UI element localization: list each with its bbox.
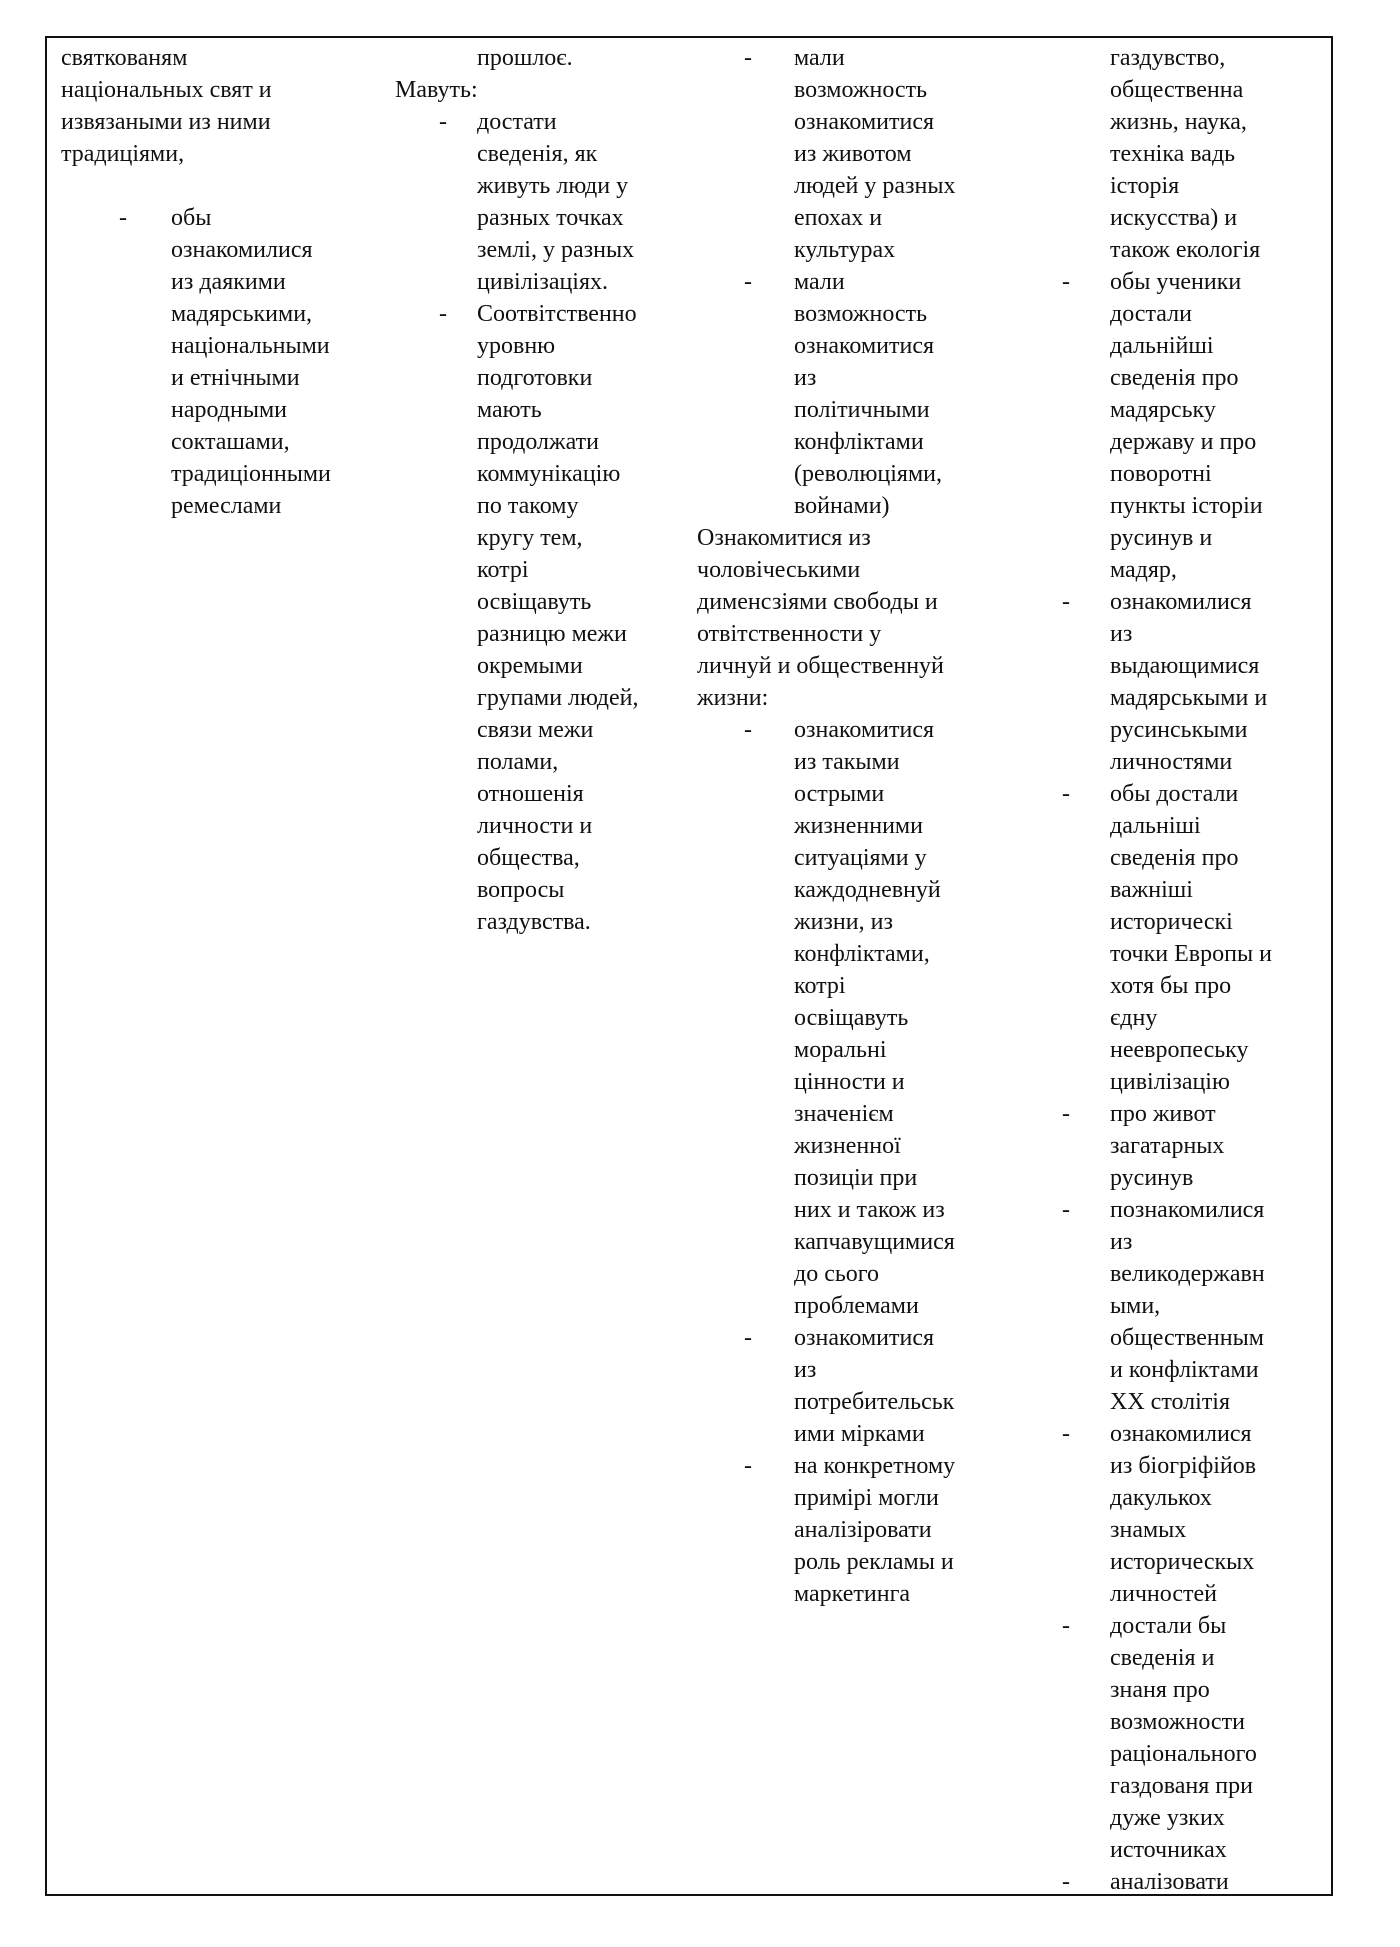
text-line: дальніші (1110, 813, 1201, 839)
text-line: історія (1110, 173, 1180, 199)
text-line: аналізіровати (794, 1517, 932, 1543)
text-line: кругу тем, (477, 525, 583, 551)
text-line: отвітственности у (697, 621, 882, 647)
text-line: живуть люди у (477, 173, 629, 199)
bullet-dash: - (439, 301, 447, 327)
text-line: из животом (794, 141, 912, 167)
text-line: хотя бы про (1110, 973, 1232, 999)
text-line: окремыми (477, 653, 583, 679)
text-line: про живот (1110, 1101, 1216, 1127)
bullet-dash: - (1062, 1101, 1070, 1127)
text-line: загатарных (1110, 1133, 1225, 1159)
text-line: конфліктами (794, 429, 924, 455)
text-line: по такому (477, 493, 579, 519)
text-line: жизнь, наука, (1110, 109, 1247, 135)
text-line: пункты історіи (1110, 493, 1263, 519)
text-line: связи межи (477, 717, 594, 743)
text-line: личнуй и общественнуй (697, 653, 944, 679)
text-line: возможность (794, 77, 928, 103)
text-line: и етнічными (171, 365, 300, 391)
bullet-dash: - (744, 45, 752, 71)
text-line: из даякими (171, 269, 286, 295)
text-line: ознакомитися (794, 109, 935, 135)
text-line: коммунікацію (477, 461, 621, 487)
bullet-dash: - (744, 269, 752, 295)
text-line: ознакомилися (1110, 1421, 1252, 1447)
text-line: державу и про (1110, 429, 1257, 455)
text-line: важніші (1110, 877, 1193, 903)
text-line: мають (477, 397, 542, 423)
text-line: маркетинга (794, 1581, 911, 1607)
text-line: до сього (794, 1261, 880, 1287)
text-line: чоловічеськими (697, 557, 861, 583)
text-line: традиціями, (61, 141, 185, 167)
bullet-dash: - (744, 1453, 752, 1479)
text-line: дальнійші (1110, 333, 1214, 359)
text-line: острыми (794, 781, 885, 807)
text-line: точки Европы и (1110, 941, 1272, 967)
text-line: обы достали (1110, 781, 1239, 807)
text-line: достали бы (1110, 1613, 1227, 1639)
text-line: освіщавуть (477, 589, 592, 615)
text-line: мали (794, 269, 845, 295)
bullet-dash: - (1062, 1869, 1070, 1895)
text-line: також екологія (1110, 237, 1261, 263)
text-line: из (794, 365, 817, 391)
text-line: єдну (1110, 1005, 1158, 1031)
text-line: людей у разных (794, 173, 956, 199)
text-line: дакулькох (1110, 1485, 1212, 1511)
text-line: общественным (1110, 1325, 1264, 1351)
text-line: возможность (794, 301, 928, 327)
text-line: (революціями, (794, 461, 942, 487)
text-line: и конфліктами (1110, 1357, 1259, 1383)
bullet-dash: - (439, 109, 447, 135)
text-line: капчавущимися (794, 1229, 955, 1255)
text-line: обы ученики (1110, 269, 1242, 295)
text-line: прошлоє. (477, 45, 573, 71)
text-line: на конкретному (794, 1453, 956, 1479)
text-line: мадяр, (1110, 557, 1177, 583)
text-line: достали (1110, 301, 1192, 327)
text-line: уровню (477, 333, 556, 359)
text-line: сведенія и (1110, 1645, 1215, 1671)
text-line: цивілізацію (1110, 1069, 1230, 1095)
text-line: народными (171, 397, 288, 423)
text-line: техніка вадь (1110, 141, 1236, 167)
text-line: познакомилися (1110, 1197, 1265, 1223)
text-line: русинув и (1110, 525, 1213, 551)
text-line: ими мірками (794, 1421, 925, 1447)
text-line: Соотвітственно (477, 301, 637, 327)
text-line: XX столітія (1110, 1389, 1231, 1415)
text-line: личности и (477, 813, 593, 839)
bullet-dash: - (1062, 1421, 1070, 1447)
text-line: роль рекламы и (794, 1549, 954, 1575)
text-line: раціонального (1110, 1741, 1257, 1767)
text-line: личностей (1110, 1581, 1217, 1607)
text-line: газдувство, (1110, 45, 1226, 71)
text-line: разных точках (477, 205, 624, 231)
text-line: каждодневнуй (794, 877, 941, 903)
text-line: личностями (1110, 749, 1233, 775)
text-line: полами, (477, 749, 559, 775)
text-line: из такыми (794, 749, 900, 775)
text-line: жизни: (697, 685, 769, 711)
text-line: проблемами (794, 1293, 919, 1319)
text-line: возможности (1110, 1709, 1245, 1735)
text-line: традиціонными (171, 461, 331, 487)
text-line: ыми, (1110, 1293, 1161, 1319)
text-line: цінности и (794, 1069, 905, 1095)
text-line: цивілізаціях. (477, 269, 609, 295)
text-line: них и також из (794, 1197, 945, 1223)
text-line: источниках (1110, 1837, 1227, 1863)
text-line: великодержавн (1110, 1261, 1265, 1287)
text-line: знамых (1110, 1517, 1187, 1543)
text-line: жизненної (794, 1133, 901, 1159)
text-line: разницю межи (477, 621, 627, 647)
text-line: историческых (1110, 1549, 1255, 1575)
text-line: позиціи при (794, 1165, 918, 1191)
text-line: русинув (1110, 1165, 1194, 1191)
text-line: сведенія про (1110, 365, 1239, 391)
bullet-dash: - (1062, 1613, 1070, 1639)
text-line: газдувства. (477, 909, 591, 935)
text-line: конфліктами, (794, 941, 930, 967)
text-line: подготовки (477, 365, 593, 391)
text-line: отношенія (477, 781, 584, 807)
text-line: моральні (794, 1037, 887, 1063)
text-line: потребительськ (794, 1389, 955, 1415)
text-line: из біогріфійов (1110, 1453, 1257, 1479)
bullet-dash: - (744, 717, 752, 743)
text-line: ознакомилися (171, 237, 313, 263)
text-line: вопросы (477, 877, 565, 903)
bullet-dash: - (1062, 589, 1070, 615)
text-line: ознакомитися (794, 333, 935, 359)
text-line: газдованя при (1110, 1773, 1253, 1799)
text-line: сокташами, (171, 429, 290, 455)
text-line: извязаными из ними (61, 109, 271, 135)
text-line: примірі могли (794, 1485, 939, 1511)
text-line: искусства) и (1110, 205, 1238, 231)
text-line: ремеслами (171, 493, 282, 519)
bullet-dash: - (1062, 781, 1070, 807)
text-line: историческі (1110, 909, 1233, 935)
text-line: землі, у разных (477, 237, 635, 263)
text-line: из (1110, 1229, 1133, 1255)
text-line: достати (477, 109, 557, 135)
text-line: святкованям (61, 45, 188, 71)
text-line: національных свят и (61, 77, 272, 103)
text-line: ознакомитися (794, 1325, 935, 1351)
text-line: освіщавуть (794, 1005, 909, 1031)
text-line: неевропеську (1110, 1037, 1249, 1063)
curriculum-table (45, 36, 1333, 1896)
mavut-label: Мавуть: (395, 77, 478, 103)
text-line: знаня про (1110, 1677, 1210, 1703)
text-line: аналізовати (1110, 1869, 1229, 1895)
text-line: мали (794, 45, 845, 71)
text-line: ознакомилися (1110, 589, 1252, 615)
text-line: мадярськыми и (1110, 685, 1268, 711)
text-line: котрі (794, 973, 846, 999)
bullet-dash: - (119, 205, 127, 231)
text-line: поворотні (1110, 461, 1212, 487)
text-line: епохах и (794, 205, 883, 231)
text-line: сведенія про (1110, 845, 1239, 871)
text-line: політичными (794, 397, 930, 423)
text-line: выдающимися (1110, 653, 1260, 679)
text-line: культурах (794, 237, 896, 263)
text-line: войнами) (794, 493, 890, 519)
bullet-dash: - (1062, 269, 1070, 295)
text-line: из (794, 1357, 817, 1383)
text-line: мадярську (1110, 397, 1216, 423)
text-line: обы (171, 205, 212, 231)
text-line: жизненними (794, 813, 923, 839)
text-line: общества, (477, 845, 580, 871)
bullet-dash: - (1062, 1197, 1070, 1223)
text-line: общественна (1110, 77, 1244, 103)
text-line: дуже узких (1110, 1805, 1225, 1831)
text-line: ситуаціями у (794, 845, 927, 871)
text-line: русинськыми (1110, 717, 1248, 743)
text-line: групами людей, (477, 685, 639, 711)
text-line: Ознакомитися из (697, 525, 871, 551)
text-line: значенієм (794, 1101, 894, 1127)
text-line: котрі (477, 557, 529, 583)
text-line: жизни, из (794, 909, 893, 935)
text-line: из (1110, 621, 1133, 647)
text-line: продолжати (477, 429, 599, 455)
text-line: мадярськими, (171, 301, 313, 327)
bullet-dash: - (744, 1325, 752, 1351)
text-line: національными (171, 333, 330, 359)
text-line: ознакомитися (794, 717, 935, 743)
text-line: дименсзіями свободы и (697, 589, 938, 615)
text-line: сведенія, як (477, 141, 598, 167)
